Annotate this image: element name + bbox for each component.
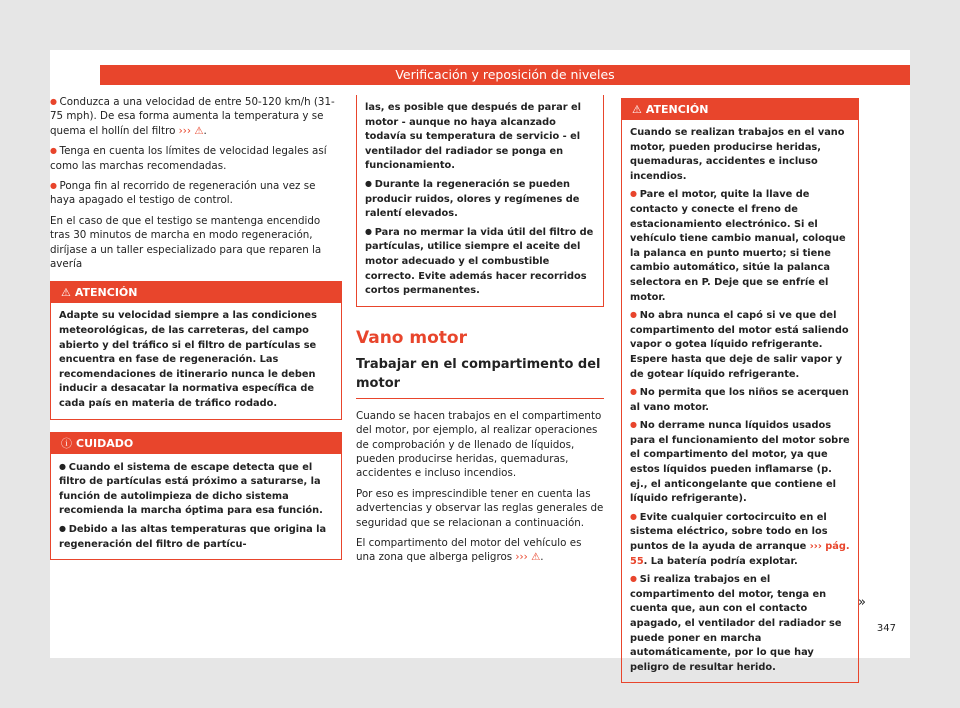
warning-item: ● Evite cualquier cortocircuito en el sistema eléctrico, sobre todo en los puntos de la ayuda de arranque ››› pág. 55. La batería podría explotar. [630, 510, 852, 569]
column-middle [356, 95, 604, 565]
warning-box-header: ⚠ ATENCIÓN [51, 282, 341, 303]
section-title: Vano motor [356, 327, 467, 348]
caution-box-continued [356, 95, 604, 307]
header-title: Verificación y reposición de niveles [395, 67, 615, 82]
manual-page [50, 50, 910, 673]
column-left [50, 95, 342, 560]
caution-box [50, 432, 342, 561]
paragraph-peligros: El compartimento del motor del vehículo es una zona que alberga peligros ››› ⚠. [356, 536, 582, 564]
paragraph: Cuando se hacen trabajos en el compartimento del motor, por ejemplo, al realizar operaciones de comprobación y de llenado de líquidos, pueden producirse heridas, quemaduras, accidentes e incluso incendios. [356, 409, 602, 480]
warning-item: ● Pare el motor, quite la llave de contacto y conecte el freno de estacionamiento electrónico. Si el vehículo tiene cambio manual, coloque la palanca en punto muerto; si tiene cambio automático, sitúe la palanca selectora en P. Deje que se enfríe el motor. [630, 187, 852, 305]
warning-text: Adapte su velocidad siempre a las condiciones meteorológicas, de las carreteras, del campo abierto y del tráfico si el filtro de partículas se encuentra en fase de regeneración. Las recomendaciones de itinerario nunca le deben inducir a desacatar la normativa específica de cada país en materia de tráfico rodado. [59, 310, 317, 410]
warning-box-engine [621, 98, 859, 683]
info-circle-icon: ⓘ [61, 436, 72, 450]
caution-box-header: ⓘ CUIDADO [51, 433, 341, 454]
section-subtitle: Trabajar en el compartimento del motor [356, 356, 601, 391]
warning-box [50, 281, 342, 419]
warning-item: ● No permita que los niños se acerquen al vano motor. [630, 385, 852, 415]
warning-box-header: ⚠ ATENCIÓN [622, 99, 858, 120]
warning-triangle-icon: ⚠ [61, 286, 71, 300]
caution-item: ● Durante la regeneración se pueden producir ruidos, olores y regímenes de ralentí elevados. [365, 177, 595, 222]
page-header [100, 65, 910, 85]
page-number: 347 [876, 623, 896, 634]
caution-item: ● Para no mermar la vida útil del filtro de partículas, utilice siempre el aceite del motor adecuado y el combustible correcto. Evite además hacer recorridos cortos permanentes. [365, 225, 595, 299]
caution-item: ● Cuando el sistema de escape detecta que el filtro de partículas está próximo a saturarse, la función de autolimpieza de dicho sistema recomienda la marcha óptima para esa función. [59, 460, 333, 519]
divider [356, 398, 604, 399]
warning-triangle-icon: ⚠ [194, 124, 204, 137]
page-reference-link[interactable]: ››› pág. 55 [630, 541, 850, 567]
bullet-end-regeneration: ● Ponga fin al recorrido de regeneración una vez se haya apagado el testigo de control. [50, 179, 342, 208]
caution-item: ● Debido a las altas temperaturas que origina la regeneración del filtro de partícu- [59, 522, 333, 552]
warning-reference[interactable]: ››› [178, 124, 192, 137]
paragraph-testigo: En el caso de que el testigo se mantenga encendido tras 30 minutos de marcha en modo regeneración, diríjase a un taller especializado para que reparen la avería [50, 214, 322, 271]
column-right [621, 98, 859, 683]
warning-item: ● No abra nunca el capó si ve que del compartimento del motor está saliendo vapor o gotea líquido refrigerante. Espere hasta que deje de salir vapor y de gotear líquido refrigerante. [630, 308, 852, 382]
warning-reference[interactable]: ››› [515, 551, 528, 564]
warning-triangle-icon: ⚠ [531, 551, 541, 564]
warning-item: ● Si realiza trabajos en el compartimento del motor, tenga en cuenta que, aun con el contacto apagado, el ventilador del radiador se puede poner en marcha automáticamente, por lo que hay peligro de resultar herido. [630, 572, 852, 675]
warning-lead: Cuando se realizan trabajos en el vano motor, pueden producirse heridas, quemaduras, accidentes e incluso incendios. [630, 127, 845, 182]
continue-arrow: » [858, 595, 866, 610]
warning-item: ● No derrame nunca líquidos usados para el funcionamiento del motor sobre el compartimento del motor, ya que estos líquidos pueden inflamarse (p. ej., el anticongelante que contiene el líquido refrigerante). [630, 418, 852, 507]
warning-triangle-icon: ⚠ [632, 103, 642, 116]
bullet-speed: ● Conduzca a una velocidad de entre 50-120 km/h (31-75 mph). De esa forma aumenta la temperatura y se quema el hollín del filtro ››› ⚠. [50, 95, 342, 138]
bullet-limits: ● Tenga en cuenta los límites de velocidad legales así como las marchas recomendadas. [50, 144, 342, 173]
caution-cont-lead: las, es posible que después de parar el motor - aunque no haya alcanzado todavía su temperatura de servicio - el ventilador del radiador se ponga en funcionamiento. [365, 102, 581, 172]
paragraph: Por eso es imprescindible tener en cuenta las advertencias y observar las reglas generales de seguridad que se relacionan a continuación. [356, 487, 604, 529]
